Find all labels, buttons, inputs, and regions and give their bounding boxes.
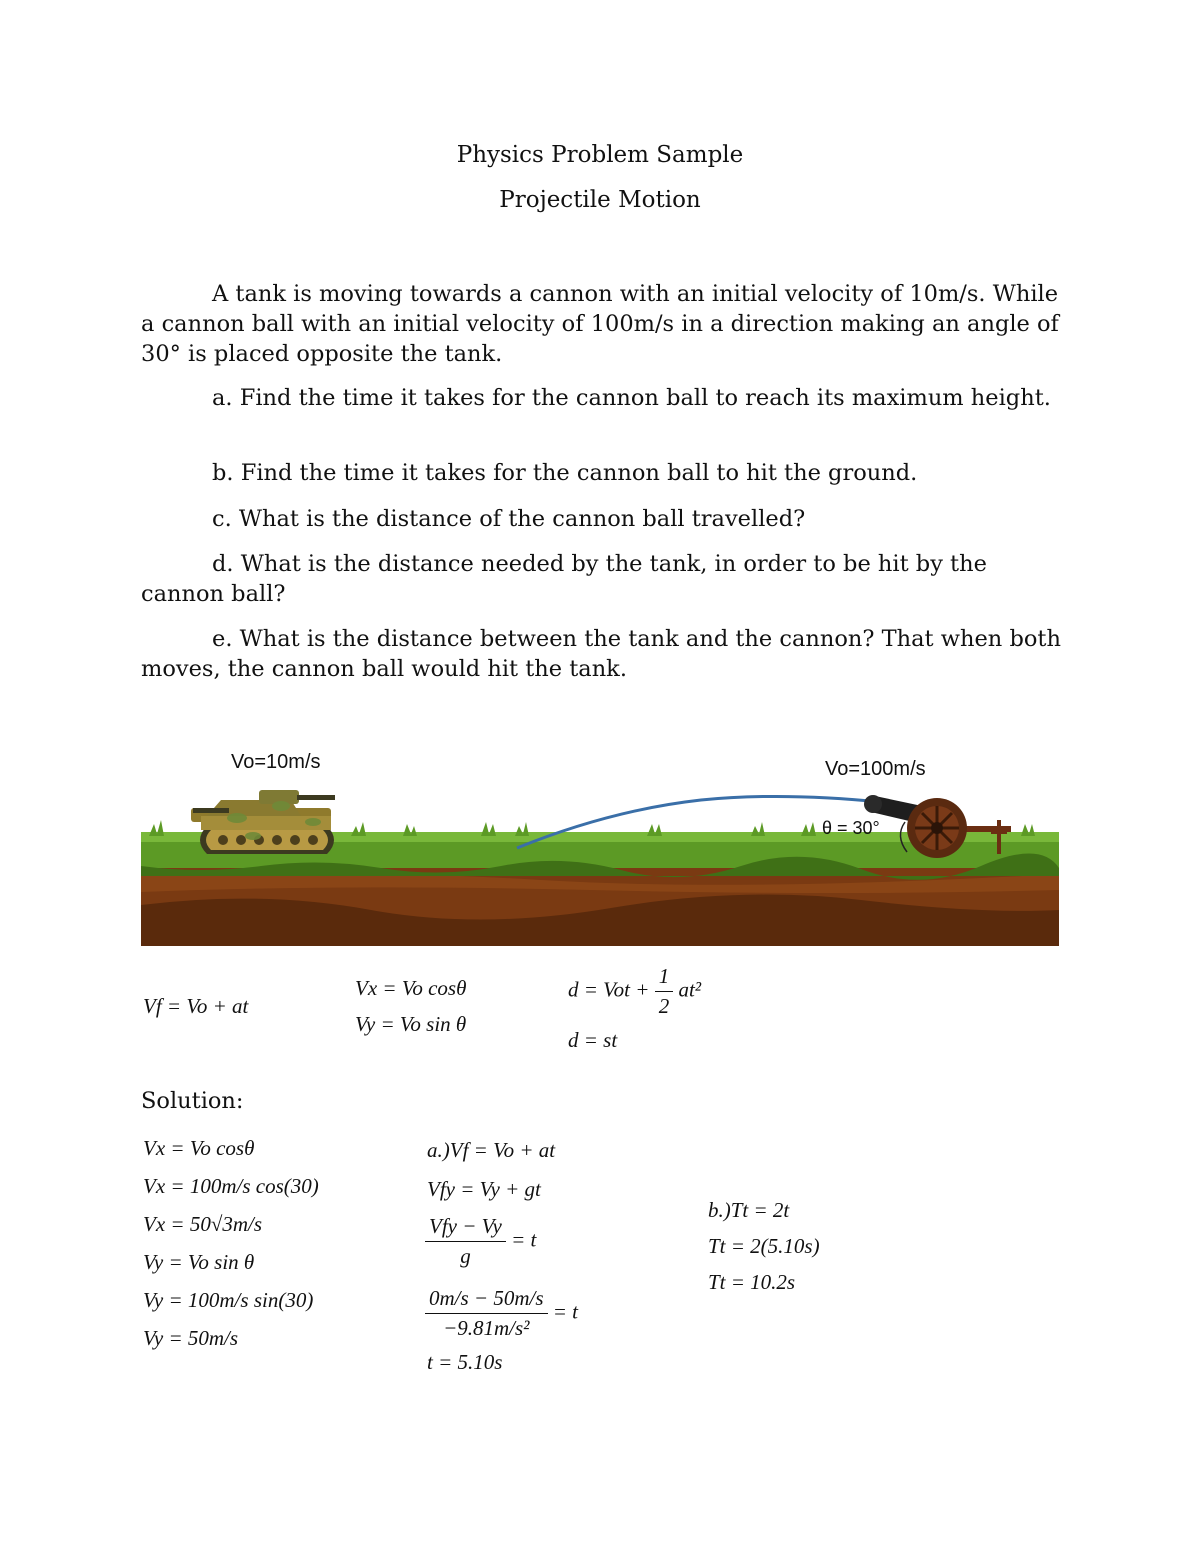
time-fraction <box>425 1286 548 1341</box>
angle-label: θ = 30° <box>822 818 880 838</box>
formula-displacement-tail: at² <box>678 977 702 1002</box>
question-d: d. What is the distance needed by the tank, in order to be hit by the cannon ball? <box>141 551 987 607</box>
part-b-line: Tt = 2(5.10s) <box>708 1234 820 1258</box>
projectile-diagram <box>141 740 1059 946</box>
solution-line: Vx = 100m/s cos(30) <box>143 1174 319 1198</box>
time-fraction <box>425 1214 506 1269</box>
solution-label: Solution: <box>141 1088 244 1114</box>
fraction-denominator: g <box>460 1244 471 1268</box>
formula-displacement <box>568 964 701 1019</box>
question-a: a. Find the time it takes for the cannon ball to reach its maximum height. <box>212 385 1051 411</box>
fraction-rhs: = t <box>552 1299 579 1324</box>
part-a-line: a.)Vf = Vo + at <box>427 1138 556 1162</box>
solution-line: Vy = Vo sin θ <box>143 1250 255 1274</box>
part-b-line: b.)Tt = 2t <box>708 1198 790 1222</box>
tank-icon <box>191 790 335 854</box>
page-subtitle: Projectile Motion <box>499 187 701 213</box>
fraction-denominator: −9.81m/s² <box>443 1316 530 1340</box>
formula-distance: d = st <box>568 1028 618 1052</box>
solution-line: Vx = Vo cosθ <box>143 1136 255 1160</box>
fraction-numerator: 0m/s − 50m/s <box>425 1286 548 1314</box>
fraction-numerator: 1 <box>655 964 674 992</box>
question-c: c. What is the distance of the cannon ball travelled? <box>212 506 806 532</box>
formula-half-fraction <box>655 964 674 1019</box>
formula-displacement-main: d = Vot + <box>568 977 650 1002</box>
part-b-line: Tt = 10.2s <box>708 1270 796 1294</box>
fraction-denominator: 2 <box>658 994 670 1018</box>
formula-vy: Vy = Vo sin θ <box>355 1012 467 1036</box>
part-a-fraction-1 <box>425 1214 536 1269</box>
cannon-velocity-label: Vo=100m/s <box>825 758 926 780</box>
solution-line: Vx = 50√3m/s <box>143 1212 263 1236</box>
fraction-numerator: Vfy − Vy <box>425 1214 506 1242</box>
question-e: e. What is the distance between the tank and the cannon? That when both moves, the cannon ball would hit the tank. <box>141 626 1061 682</box>
part-a-result: t = 5.10s <box>427 1350 503 1374</box>
tank-velocity-label: Vo=10m/s <box>231 751 321 773</box>
page-title: Physics Problem Sample <box>456 142 744 168</box>
formula-final-velocity: Vf = Vo + at <box>143 994 249 1018</box>
problem-intro: A tank is moving towards a cannon with an initial velocity of 10m/s. While a cannon ball with an initial velocity of 100m/s in a direction making an angle of 30° is placed opposite the tank. <box>141 281 1059 367</box>
question-b: b. Find the time it takes for the cannon ball to hit the ground. <box>212 460 918 486</box>
solution-line: Vy = 50m/s <box>143 1326 239 1350</box>
part-a-fraction-2 <box>425 1286 578 1341</box>
part-a-line: Vfy = Vy + gt <box>427 1177 541 1201</box>
fraction-rhs: = t <box>511 1227 537 1252</box>
formula-vx: Vx = Vo cosθ <box>355 976 467 1000</box>
solution-line: Vy = 100m/s sin(30) <box>143 1288 314 1312</box>
